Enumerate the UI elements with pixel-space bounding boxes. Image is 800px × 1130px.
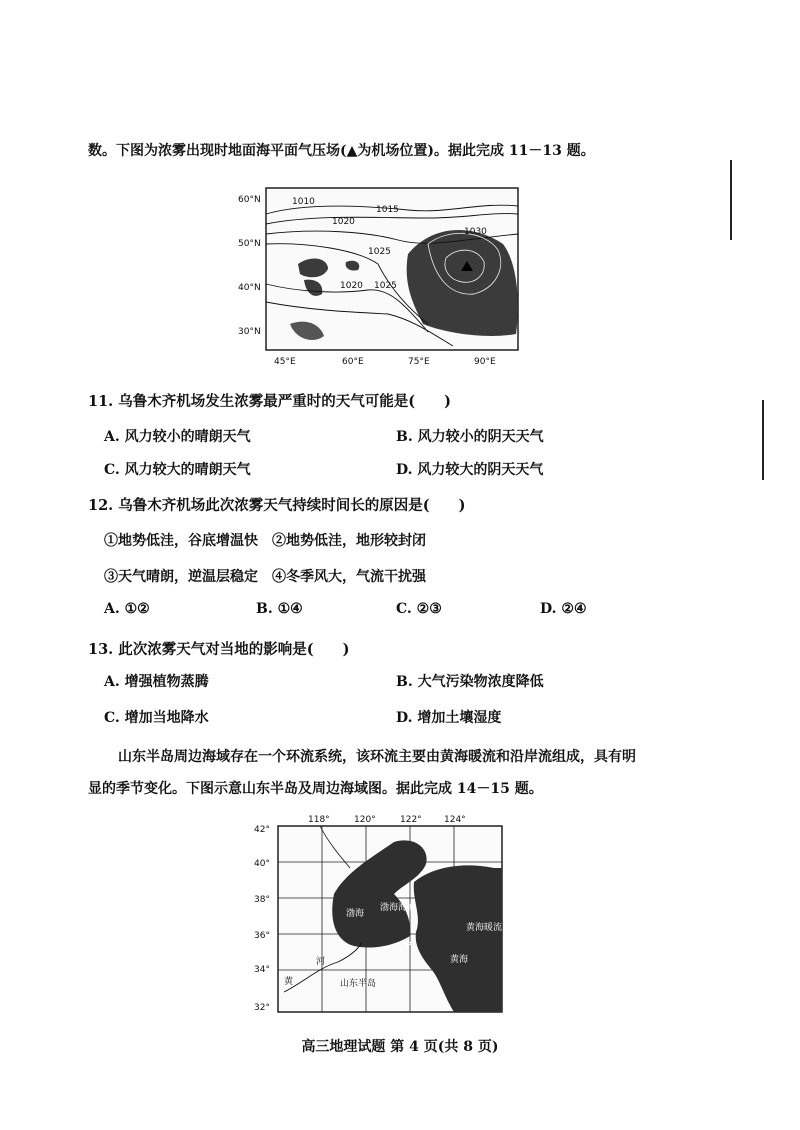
q12-option-d[interactable]: D. ②④ — [540, 601, 587, 617]
isobar-label: 1020 — [340, 281, 363, 291]
lat-label: 50°N — [238, 239, 261, 249]
q11-option-b[interactable]: B. 风力较小的阴天天气 — [396, 429, 544, 445]
isobar-label: 1020 — [332, 217, 355, 227]
intro-text: 数。下图为浓雾出现时地面海平面气压场(▲为机场位置)。据此完成 11－13 题。 — [88, 143, 595, 159]
lat-label: 42° — [254, 825, 270, 835]
q12-statements-1: ①地势低洼，谷底增温快 ②地势低洼，地形较封闭 — [104, 533, 426, 549]
strait-label: 渤海海峡 — [380, 903, 417, 913]
q13-option-d[interactable]: D. 增加土壤湿度 — [396, 710, 502, 726]
lat-label: 38° — [254, 895, 270, 905]
lat-label: 34° — [254, 965, 270, 975]
lon-label: 118° — [308, 815, 330, 825]
page-footer: 高三地理试题 第 4 页(共 8 页) — [301, 1039, 499, 1055]
lon-label: 45°E — [274, 357, 296, 367]
lon-label: 122° — [400, 815, 422, 825]
q13-option-a[interactable]: A. 增强植物蒸腾 — [104, 674, 209, 690]
q13-option-b[interactable]: B. 大气污染物浓度降低 — [396, 674, 544, 690]
passage2-line2: 显的季节变化。下图示意山东半岛及周边海域图。据此完成 14－15 题。 — [88, 781, 543, 797]
peninsula-label: 山东半岛 — [340, 979, 377, 989]
isobar-label: 1025 — [368, 247, 391, 257]
isobar-label: 1015 — [376, 205, 399, 215]
shandong-map — [254, 812, 514, 1016]
point-p-label: P — [406, 941, 412, 951]
q13-stem: 13. 此次浓雾天气对当地的影响是( ) — [88, 641, 350, 658]
q12-statements-2: ③天气晴朗，逆温层稳定 ④冬季风大，气流干扰强 — [104, 569, 426, 585]
lat-label: 40° — [254, 859, 270, 869]
scan-edge-mark — [730, 160, 732, 240]
lon-label: 75°E — [408, 357, 430, 367]
yellow-label: 黄 — [284, 977, 294, 987]
lat-label: 32° — [254, 1003, 270, 1013]
passage2-line1: 山东半岛周边海域存在一个环流系统，该环流主要由黄海暖流和沿岸流组成，具有明 — [118, 749, 636, 765]
lat-label: 36° — [254, 931, 270, 941]
q11-option-d[interactable]: D. 风力较大的阴天天气 — [396, 462, 544, 478]
river-label: 河 — [316, 957, 326, 967]
pressure-map — [228, 184, 528, 372]
q11-stem: 11. 乌鲁木齐机场发生浓雾最严重时的天气可能是( ) — [88, 393, 451, 410]
isobar-label: 1010 — [292, 197, 315, 207]
warm-current-label: 黄海暖流 — [466, 923, 503, 933]
q11-option-a[interactable]: A. 风力较小的晴朗天气 — [104, 429, 251, 445]
q13-option-c[interactable]: C. 增加当地降水 — [104, 710, 209, 726]
lon-label: 60°E — [342, 357, 364, 367]
isobar-label: 1025 — [374, 281, 397, 291]
q12-option-a[interactable]: A. ①② — [104, 601, 150, 617]
scan-edge-mark — [762, 400, 764, 480]
q11-option-c[interactable]: C. 风力较大的晴朗天气 — [104, 462, 251, 478]
q12-option-b[interactable]: B. ①④ — [256, 601, 303, 617]
q12-stem: 12. 乌鲁木齐机场此次浓雾天气持续时间长的原因是( ) — [88, 497, 466, 514]
yellow-sea-label: 黄海 — [450, 955, 469, 965]
lat-label: 60°N — [238, 195, 261, 205]
q12-option-c[interactable]: C. ②③ — [396, 601, 442, 617]
lon-label: 124° — [444, 815, 466, 825]
lon-label: 120° — [354, 815, 376, 825]
lat-label: 30°N — [238, 327, 261, 337]
isobar-label: 1030 — [464, 227, 487, 237]
lat-label: 40°N — [238, 283, 261, 293]
bohai-label: 渤海 — [346, 909, 365, 919]
lon-label: 90°E — [474, 357, 496, 367]
